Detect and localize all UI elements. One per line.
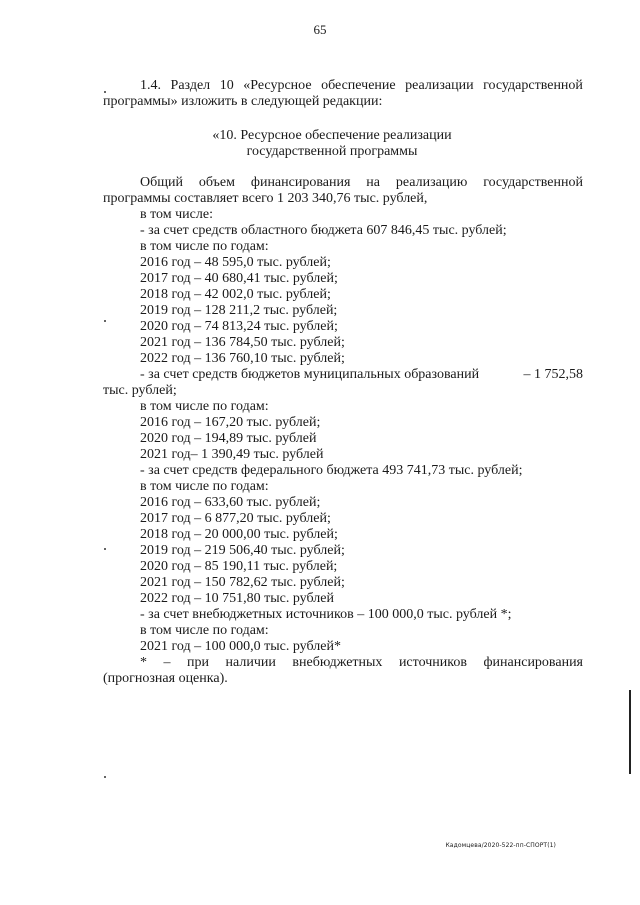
regional-header: - за счет средств областного бюджета 607 846,45 тыс. рублей; [140,223,507,238]
general-word: финансирования [250,175,351,190]
regional-year-2020: 2020 год – 74 813,24 тыс. рублей; [140,319,338,334]
regional-year-2022: 2022 год – 136 760,10 тыс. рублей; [140,351,345,366]
intro-line-2: программы» изложить в следующей редакции: [103,94,383,109]
municipal-by-years-label: в том числе по годам: [140,399,269,414]
intro-word: реализации [405,78,474,93]
intro-word: Раздел [170,78,211,93]
scan-speck [104,91,106,93]
federal-year-2020: 2020 год – 85 190,11 тыс. рублей; [140,559,338,574]
footnote-line-1 [140,655,583,671]
footnote-word: наличии [225,655,276,670]
federal-header: - за счет средств федерального бюджета 493 741,73 тыс. рублей; [140,463,523,478]
federal-year-2022: 2022 год – 10 751,80 тыс. рублей [140,591,334,606]
intro-word: «Ресурсное [243,78,312,93]
municipal-year-2021: 2021 год– 1 390,49 тыс. рублей [140,447,324,462]
federal-year-2019: 2019 год – 219 506,40 тыс. рублей; [140,543,345,558]
footnote-word: – [163,655,171,670]
footnote-word: финансирования [483,655,583,670]
general-word: объем [198,175,235,190]
footnote-word: при [187,655,210,670]
regional-year-2018: 2018 год – 42 002,0 тыс. рублей; [140,287,331,302]
federal-year-2016: 2016 год – 633,60 тыс. рублей; [140,495,321,510]
general-word: Общий [140,175,183,190]
federal-year-2017: 2017 год – 6 877,20 тыс. рублей; [140,511,331,526]
regional-year-2017: 2017 год – 40 680,41 тыс. рублей; [140,271,338,286]
municipal-year-2020: 2020 год – 194,89 тыс. рублей [140,431,317,446]
intro-line-1 [140,78,583,94]
general-line-3: в том числе: [140,207,213,222]
general-line-1 [140,175,583,191]
extrabudget-year-2021: 2021 год – 100 000,0 тыс. рублей* [140,639,341,654]
extrabudget-by-years-label: в том числе по годам: [140,623,269,638]
intro-word: 10 [219,78,234,93]
general-line-2: программы составляет всего 1 203 340,76 тыс. рублей, [103,191,428,206]
regional-by-years-label: в том числе по годам: [140,239,269,254]
regional-year-2016: 2016 год – 48 595,0 тыс. рублей; [140,255,331,270]
general-word: государственной [483,175,583,190]
page-number: 65 [313,22,327,37]
scan-speck [104,548,106,550]
municipal-header [140,367,583,383]
federal-year-2021: 2021 год – 150 782,62 тыс. рублей; [140,575,345,590]
footnote-word: внебюджетных [292,655,383,670]
intro-word: государственной [483,78,583,93]
regional-year-2021: 2021 год – 136 784,50 тыс. рублей; [140,335,345,350]
footnote-word: * [140,655,147,670]
footnote-word: источников [398,655,467,670]
scan-speck [104,320,106,322]
general-word: на [366,175,381,190]
municipal-header-cont: тыс. рублей; [103,383,177,398]
footer-document-code: Кадомцева/2020-522-пп-СПОРТ(1) [445,842,556,849]
federal-by-years-label: в том числе по годам: [140,479,269,494]
intro-word: 1.4. [140,78,161,93]
intro-word: обеспечение [321,78,396,93]
municipal-year-2016: 2016 год – 167,20 тыс. рублей; [140,415,321,430]
footnote-line-2: (прогнозная оценка). [103,671,228,686]
scan-margin-line [629,690,631,774]
regional-year-2019: 2019 год – 128 211,2 тыс. рублей; [140,303,338,318]
extrabudget-header: - за счет внебюджетных источников – 100 000,0 тыс. рублей *; [140,607,512,622]
general-word: реализацию [395,175,468,190]
federal-year-2018: 2018 год – 20 000,00 тыс. рублей; [140,527,338,542]
section-title-line-2: государственной программы [246,144,418,159]
municipal-header-amount: – 1 752,58 [523,367,583,382]
scan-speck [104,776,106,778]
municipal-header-text: - за счет средств бюджетов муниципальных образований [140,367,480,382]
section-title-line-1: «10. Ресурсное обеспечение реализации [212,128,452,143]
